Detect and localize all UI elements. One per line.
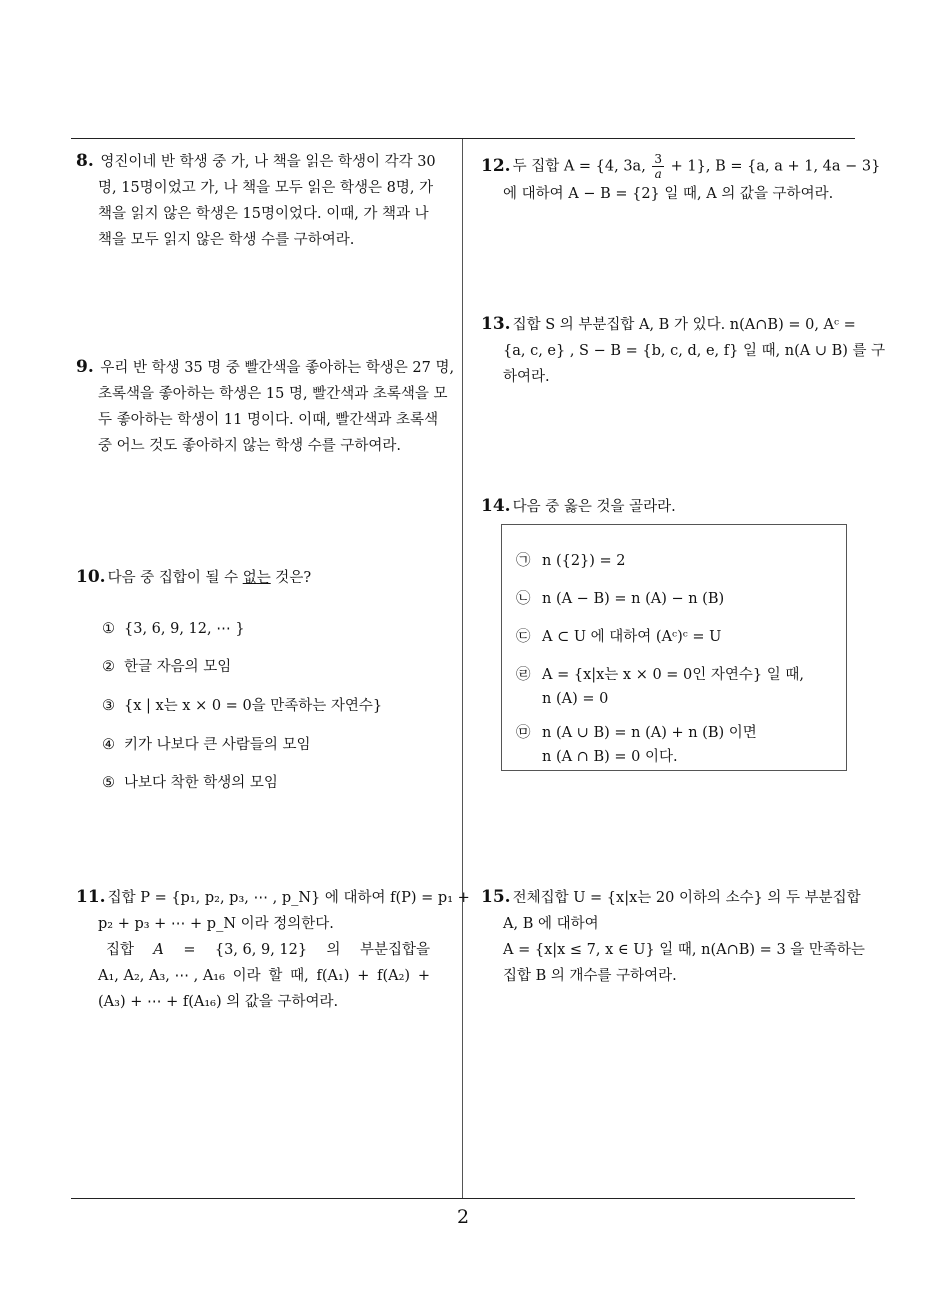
choice-2 [102, 657, 231, 677]
statement-continuation: n (A) = 0 [542, 691, 609, 707]
choice-text: {x | x는 x × 0 = 0을 만족하는 자연수} [124, 698, 383, 714]
problem-text: 두 집합 A = {4, 3a, [512, 158, 651, 175]
text-fragment: 이라 [232, 968, 261, 984]
choice-1 [102, 619, 245, 639]
underlined-word: 없는 [242, 570, 271, 586]
text-fragment: + [357, 968, 370, 984]
statement-continuation: n (A ∩ B) = 0 이다. [542, 749, 678, 765]
problem-text-line: 중 어느 것도 좋아하지 않는 학생 수를 구하여라. [98, 438, 402, 454]
problem-12 [481, 152, 881, 207]
statement-mark: ㉢ [516, 629, 531, 645]
choice-text: {3, 6, 9, 12, ⋯ } [124, 621, 245, 637]
statement-3 [516, 625, 721, 649]
problem-text-line: 책을 모두 읽지 않은 학생 수를 구하여라. [98, 232, 355, 248]
problem-text: 다음 중 집합이 될 수 [107, 570, 243, 586]
problem-13 [481, 311, 886, 390]
statements-box [501, 524, 847, 771]
text-fragment: A₁, A₂, A₃, ⋯ , A₁₆ [98, 968, 225, 984]
problem-text-line: {a, c, e} , S − B = {b, c, d, e, f} 일 때, n(A ∪ B) 를 구 [503, 343, 886, 359]
text-fragment: 할 [268, 968, 283, 984]
text-fragment: = [183, 942, 196, 958]
statement-4 [516, 663, 804, 711]
problem-text-line: 책을 읽지 않은 학생은 15명이었다. 이때, 가 책과 나 [98, 206, 429, 222]
page-number: 2 [456, 1206, 470, 1228]
statement-text: A ⊂ U 에 대하여 (Aᶜ)ᶜ = U [542, 629, 722, 645]
problem-text-line: 집합 P = {p₁, p₂, p₃, ⋯ , p_N} 에 대하여 f(P) = p₁ + [107, 890, 470, 906]
problem-text-line: 우리 반 학생 35 명 중 빨간색을 좋아하는 학생은 27 명, [100, 360, 455, 376]
problem-text-line: 에 대하여 A − B = {2} 일 때, A 의 값을 구하여라. [503, 186, 834, 202]
problem-text-line: 초록색을 좋아하는 학생은 15 명, 빨간색과 초록색을 모 [98, 386, 448, 402]
statement-2 [516, 587, 724, 611]
problem-number: 15. [481, 887, 511, 907]
text-fragment: f(A₂) [377, 968, 411, 984]
text-fragment: 의 [326, 942, 341, 958]
problem-8 [76, 148, 456, 253]
problem-number: 11. [76, 887, 106, 907]
problem-text-line: 영진이네 반 학생 중 가, 나 책을 읽은 학생이 각각 30 [100, 154, 436, 170]
problem-number: 12. [481, 155, 511, 176]
choice-mark: ⑤ [102, 775, 115, 791]
problem-text: 것은? [270, 570, 312, 586]
problem-text-line: 전체집합 U = {x|x는 20 이하의 소수} 의 두 부분집합 [512, 890, 861, 906]
problem-number: 10. [76, 567, 106, 587]
problem-number: 13. [481, 314, 511, 334]
problem-text-line: A = {x|x ≤ 7, x ∈ U} 일 때, n(A∩B) = 3 을 만족하는 [503, 942, 865, 958]
problem-text-line: 명, 15명이었고 가, 나 책을 모두 읽은 학생은 8명, 가 [98, 180, 434, 196]
choice-4 [102, 735, 311, 755]
column-divider [462, 139, 463, 1199]
problem-text-line: 두 좋아하는 학생이 11 명이다. 이때, 빨간색과 초록색 [98, 412, 439, 428]
text-fragment: {3, 6, 9, 12} [214, 942, 308, 958]
problem-text-line: (A₃) + ⋯ + f(A₁₆) 의 값을 구하여라. [98, 994, 339, 1010]
statement-text: n ({2}) = 2 [542, 553, 626, 569]
problem-10 [76, 564, 456, 591]
problem-text-line [76, 937, 430, 963]
problem-text-line: p₂ + p₃ + ⋯ + p_N 이라 정의한다. [98, 916, 334, 932]
text-fragment: + [417, 968, 430, 984]
fraction [652, 152, 664, 181]
problem-text-line: A, B 에 대하여 [503, 916, 599, 932]
problem-text-line: 집합 S 의 부분집합 A, B 가 있다. n(A∩B) = 0, Aᶜ = [512, 317, 856, 333]
statement-text: n (A ∪ B) = n (A) + n (B) 이면 [542, 725, 757, 741]
problem-number: 14. [481, 496, 511, 516]
text-fragment: 집합 [106, 942, 135, 958]
text-fragment: f(A₁) [316, 968, 350, 984]
fraction-denominator: a [654, 167, 662, 181]
statement-mark: ㉣ [516, 667, 531, 683]
problem-15 [481, 884, 865, 989]
choice-mark: ① [102, 621, 115, 637]
text-fragment: 부분집합을 [359, 942, 430, 958]
statement-mark: ㉤ [516, 725, 531, 741]
problem-text-line: 하여라. [503, 369, 550, 385]
statement-text: n (A − B) = n (A) − n (B) [542, 591, 725, 607]
choice-5 [102, 773, 278, 793]
text-fragment: 때, [290, 968, 309, 984]
statement-1 [516, 549, 626, 573]
problem-text: 다음 중 옳은 것을 골라라. [512, 499, 676, 515]
choice-text: 키가 나보다 큰 사람들의 모임 [124, 737, 311, 753]
problem-number: 9. [76, 357, 94, 377]
text-fragment: A [153, 942, 164, 958]
choice-mark: ③ [102, 698, 115, 714]
top-rule [71, 138, 855, 139]
fraction-numerator: 3 [654, 152, 663, 166]
problem-text-line [76, 963, 430, 989]
statement-text: A = {x|x는 x × 0 = 0인 자연수} 일 때, [542, 667, 804, 683]
statement-mark: ㉠ [516, 553, 531, 569]
choice-3 [102, 696, 382, 716]
problem-text: + 1}, B = {a, a + 1, 4a − 3} [666, 158, 881, 175]
statement-5 [516, 721, 757, 769]
bottom-rule [71, 1198, 855, 1199]
problem-14 [481, 493, 861, 520]
problem-11 [76, 884, 470, 1015]
problem-number: 8. [76, 151, 94, 171]
choice-text: 나보다 착한 학생의 모임 [124, 775, 278, 791]
choice-mark: ④ [102, 737, 115, 753]
statement-mark: ㉡ [516, 591, 531, 607]
choice-mark: ② [102, 659, 115, 675]
choice-text: 한글 자음의 모임 [124, 659, 232, 675]
problem-text-line: 집합 B 의 개수를 구하여라. [503, 968, 677, 984]
problem-9 [76, 354, 456, 459]
